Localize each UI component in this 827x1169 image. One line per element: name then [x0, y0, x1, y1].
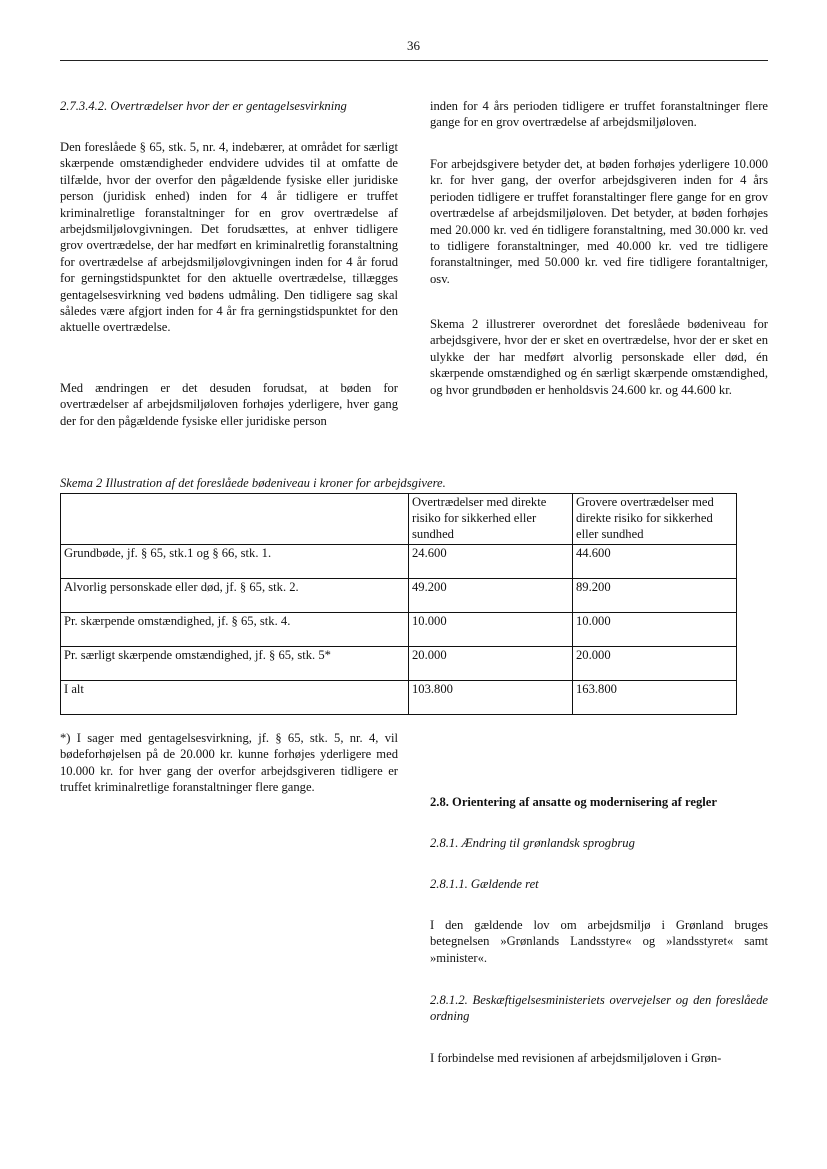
header-rule [60, 60, 768, 61]
right-column-subheading-1 [430, 835, 768, 851]
right-column-paragraph-2 [430, 156, 768, 287]
table-caption: Skema 2 Illustration af det foreslåede bødeniveau i kroner for arbejdsgivere. [60, 476, 446, 490]
right-column-section-heading [430, 794, 768, 810]
body-paragraph: For arbejdsgivere betyder det, at bøden forhøjes yderligere 10.000 kr. for hver gang, der overfor arbejdsgiveren inden for 4 års perioden tidligere er truffet foranstaltinger flere gange for en grov overtrædelse af arbejdsmiljøloven. Det betyder, at bøden forhøjes med 20.000 kr. ved én tidligere foranstaltning, med 30.000 kr. ved to tidligere foranstaltninger, med 40.000 kr. ved tre tidligere foranstaltninger, med 50.000 kr. ved fire tidligere forantaltniger, osv. [430, 157, 768, 286]
body-paragraph: Den foreslåede § 65, stk. 5, nr. 4, indebærer, at området for særligt skærpende omstændigheder endvidere udvides til at omfatte de tilfælde, hvor der overfor den pågældende fysiske eller juridiske person (juridisk enhed) inden for 4 år tidligere er truffet kriminalretlige foranstaltninger for en grov overtrædelse af arbejdsmiljølovgivningen. Det forudsættes, at enhver tidligere grov overtrædelse, der har medført en kriminalretlig foranstaltning for overtrædelse af arbejdsmiljølovgivningen inden for 4 år forud for gerningstidspunktet for den aktuelle overtrædelse, tillægges gentagelsesvirkning ved bødens udmåling. Den tidligere sag skal således være afgjort inden for 4 år fra gerningstidspunktet for den aktuelle overtrædelse. [60, 140, 398, 335]
table-cell-value: 44.600 [573, 545, 737, 579]
left-column-heading [60, 98, 398, 114]
left-column-paragraph-1 [60, 139, 398, 336]
table-cell-value: 20.000 [573, 647, 737, 681]
right-column-paragraph-5 [430, 1050, 768, 1066]
table-header-cell: Overtrædelser med direkte risiko for sikkerhed eller sundhed [409, 494, 573, 545]
table-header-cell: Grovere overtrædelser med direkte risiko for sikkerhed eller sundhed [573, 494, 737, 545]
subsection-heading-2-8-1-1: 2.8.1.1. Gældende ret [430, 877, 539, 891]
table-cell-value: 49.200 [409, 579, 573, 613]
body-paragraph: I forbindelse med revisionen af arbejdsmiljøloven i Grøn- [430, 1051, 722, 1065]
body-paragraph: Skema 2 illustrerer overordnet det foreslåede bødeniveau for arbejdsgivere, hvor der er sket en overtrædelse, hvor der er sket en ulykke der har medført alvorlig personskade eller død, én skærpende omstændighed og én særligt skærpende omstændighed, og hvor grundbøden er henholdsvis 24.600 kr. og 44.600 kr. [430, 317, 768, 397]
table-header-cell [61, 494, 409, 545]
page-number: 36 [407, 38, 420, 53]
body-paragraph: Med ændringen er det desuden forudsat, at bøden for overtrædelser af arbejdsmiljøloven forhøjes yderligere, hver gang der for den pågældende fysiske eller juridiske person [60, 381, 398, 428]
table-row [61, 613, 737, 647]
table-cell-value: 103.800 [409, 681, 573, 715]
table-header-row [61, 494, 737, 545]
subsection-heading-2-8-1: 2.8.1. Ændring til grønlandsk sprogbrug [430, 836, 635, 850]
table-row [61, 647, 737, 681]
right-column-subheading-3 [430, 992, 768, 1025]
body-paragraph: inden for 4 års perioden tidligere er truffet foranstaltninger flere gange for en grov overtrædelse af arbejdsmiljøloven. [430, 99, 768, 130]
table-row [61, 545, 737, 579]
body-paragraph: I den gældende lov om arbejdsmiljø i Grønland bruges betegnelsen »Grønlands Landsstyre« og »landsstyret« samt »minister«. [430, 918, 768, 965]
table-cell-value: 89.200 [573, 579, 737, 613]
table-cell-value: 20.000 [409, 647, 573, 681]
table-row [61, 579, 737, 613]
fines-table [60, 493, 737, 715]
right-column-paragraph-1 [430, 98, 768, 131]
table-row [61, 681, 737, 715]
right-column-paragraph-3 [430, 316, 768, 398]
table-cell-value: 10.000 [573, 613, 737, 647]
left-column-paragraph-2 [60, 380, 398, 429]
table-cell-value: 10.000 [409, 613, 573, 647]
table-cell-label: I alt [61, 681, 409, 715]
table-cell-label: Pr. særligt skærpende omstændighed, jf. § 65, stk. 5* [61, 647, 409, 681]
table-cell-value: 163.800 [573, 681, 737, 715]
section-heading-2-7-3-4-2: 2.7.3.4.2. Overtrædelser hvor der er gentagelsesvirkning [60, 99, 347, 113]
table-footnote: *) I sager med gentagelsesvirkning, jf. § 65, stk. 5, nr. 4, vil bødeforhøjelsen på de 20.000 kr. kunne forhøjes yderligere med 10.000 kr. for hver gang der overfor arbejdsgiveren tidligere er truffet kriminalretlige foranstaltninger flere gange. [60, 731, 398, 795]
subsection-heading-2-8-1-2: 2.8.1.2. Beskæftigelsesministeriets overvejelser og den foreslåede ordning [430, 993, 768, 1024]
section-heading-2-8: 2.8. Orientering af ansatte og modernisering af regler [430, 795, 717, 809]
table-cell-label: Alvorlig personskade eller død, jf. § 65, stk. 2. [61, 579, 409, 613]
right-column-subheading-2 [430, 876, 768, 892]
right-column-paragraph-4 [430, 917, 768, 966]
table-cell-label: Pr. skærpende omstændighed, jf. § 65, stk. 4. [61, 613, 409, 647]
table-cell-label: Grundbøde, jf. § 65, stk.1 og § 66, stk. 1. [61, 545, 409, 579]
table-cell-value: 24.600 [409, 545, 573, 579]
